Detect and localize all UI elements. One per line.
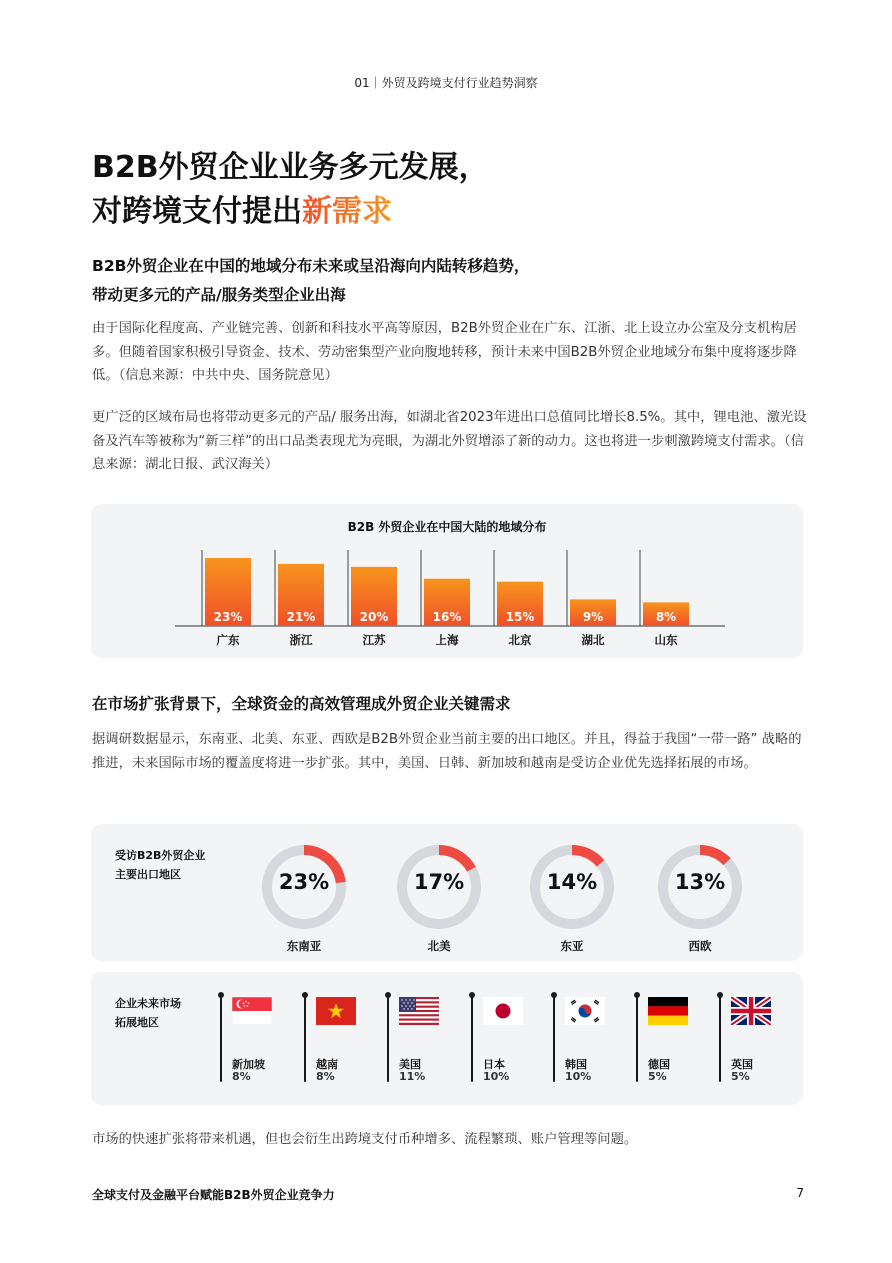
market-name: 日本: [483, 1058, 505, 1071]
category-label: 上海: [435, 633, 459, 647]
export-regions-label: [115, 846, 205, 884]
category-label: 山东: [654, 633, 678, 647]
market-percent: 8%: [232, 1070, 251, 1083]
category-label: 江苏: [362, 633, 386, 647]
donut-region-name: 东亚: [560, 939, 584, 953]
category-label: 湖北: [581, 633, 605, 647]
category-label: 浙江: [289, 633, 313, 647]
donut-item: [655, 842, 745, 954]
footer-title: 全球支付及金融平台赋能B2B外贸企业竞争力: [92, 1188, 335, 1202]
germany-flag-icon: [648, 997, 688, 1025]
category-label: 广东: [216, 633, 240, 647]
market-timeline-line: [471, 994, 473, 1082]
page-title: [92, 146, 489, 234]
market-percent: 5%: [648, 1070, 667, 1083]
bar-value-label: 9%: [582, 610, 604, 624]
future-markets-card: [91, 972, 803, 1105]
bar-value-label: 21%: [286, 610, 316, 624]
future-markets-label-line-1: 企业未来市场: [115, 997, 181, 1010]
market-percent: 5%: [731, 1070, 750, 1083]
market-timeline-dot: [218, 992, 224, 998]
market-timeline-line: [304, 994, 306, 1082]
title-line-2: [92, 190, 489, 234]
vietnam-flag-icon: [316, 997, 356, 1025]
market-timeline-dot: [302, 992, 308, 998]
market-percent: 8%: [316, 1070, 335, 1083]
market-item: [553, 994, 623, 1082]
donut-item: [394, 842, 484, 954]
market-item: [636, 994, 706, 1082]
market-percent: 11%: [399, 1070, 426, 1083]
closing-paragraph: 市场的快速扩张将带来机遇，但也会衍生出跨境支付币种增多、流程繁琐、账户管理等问题。: [92, 1132, 638, 1147]
korea-flag-icon: [565, 997, 605, 1025]
title-line-2-prefix: 对跨境支付提出: [92, 194, 302, 229]
market-percent: 10%: [483, 1070, 510, 1083]
market-name: 德国: [648, 1058, 670, 1071]
market-timeline-dot: [469, 992, 475, 998]
future-markets-label: [115, 994, 181, 1032]
donut-percent: 14%: [546, 870, 598, 894]
running-header: 01｜外贸及跨境支付行业趋势洞察: [354, 76, 538, 90]
donut-item: [259, 842, 349, 954]
section1-paragraph-2: 更广泛的区域布局也将带动更多元的产品/ 服务出海，如湖北省2023年进出口总值同比增长8.5%。其中，锂电池、激光设备及汽车等被称为“新三样”的出口品类表现尤为亮眼，为湖北外贸增添了新的动力。这也将进一步刺激跨境支付需求。（信息来源：湖北日报、武汉海关）: [92, 410, 807, 472]
section1-paragraph-1: 由于国际化程度高、产业链完善、创新和科技水平高等原因，B2B外贸企业在广东、江浙、北上设立办公室及分支机构居多。但随着国家积极引导资金、技术、劳动密集型产业向腹地转移，预计未来中国B2B外贸企业地域分布集中度将逐步降低。（信息来源：中共中央、国务院意见）: [92, 321, 797, 383]
bar-chart: [91, 504, 803, 658]
title-line-1: B2B外贸企业业务多元发展，: [92, 150, 489, 185]
market-timeline-line: [553, 994, 555, 1082]
section2-heading: 在市场扩张背景下，全球资金的高效管理成外贸企业关键需求: [92, 695, 511, 713]
singapore-flag-icon: [232, 997, 272, 1025]
donut-percent: 23%: [278, 870, 330, 894]
market-item: [304, 994, 374, 1082]
market-timeline-dot: [717, 992, 723, 998]
bar-chart-card: [91, 504, 803, 658]
donut-region-name: 西欧: [688, 939, 712, 953]
market-name: 英国: [731, 1058, 753, 1071]
export-regions-card: [91, 824, 803, 961]
japan-flag-icon: [483, 997, 523, 1025]
title-accent: 新需求: [302, 194, 392, 229]
market-name: 新加坡: [232, 1058, 265, 1071]
donut-item: [527, 842, 617, 954]
market-item: [471, 994, 541, 1082]
market-name: 韩国: [565, 1058, 587, 1071]
chart-title: B2B 外贸企业在中国大陆的地域分布: [347, 520, 547, 534]
bar-value-label: 16%: [432, 610, 462, 624]
bar-value-label: 15%: [505, 610, 535, 624]
market-timeline-line: [220, 994, 222, 1082]
future-markets-label-line-2: 拓展地区: [115, 1016, 159, 1029]
market-item: [719, 994, 789, 1082]
bar-value-label: 20%: [359, 610, 389, 624]
donut-region-name: 东南亚: [286, 939, 322, 953]
market-timeline-line: [719, 994, 721, 1082]
section1-heading-line-1: B2B外贸企业在中国的地域分布未来或呈沿海向内陆转移趋势，: [92, 257, 530, 275]
donut-percent: 13%: [674, 870, 726, 894]
market-name: 越南: [316, 1058, 338, 1071]
section2-paragraph: 据调研数据显示，东南亚、北美、东亚、西欧是B2B外贸企业当前主要的出口地区。并且，得益于我国“一带一路” 战略的推进，未来国际市场的覆盖度将进一步扩张。其中，美国、日韩、新加坡和越南是受访企业优先选择拓展的市场。: [92, 732, 802, 771]
export-regions-label-line-1: 受访B2B外贸企业: [115, 849, 206, 862]
uk-flag-icon: [731, 997, 771, 1025]
bar-value-label: 8%: [655, 610, 677, 624]
market-name: 美国: [399, 1058, 421, 1071]
market-timeline-dot: [634, 992, 640, 998]
section1-heading: [92, 252, 529, 310]
usa-flag-icon: [399, 997, 439, 1025]
category-label: 北京: [508, 633, 532, 647]
market-item: [387, 994, 457, 1082]
market-timeline-line: [387, 994, 389, 1082]
market-timeline-dot: [551, 992, 557, 998]
page-number: 7: [796, 1186, 804, 1200]
market-timeline-line: [636, 994, 638, 1082]
export-regions-label-line-2: 主要出口地区: [115, 868, 181, 881]
section1-heading-line-2: 带动更多元的产品/服务类型企业出海: [92, 286, 346, 304]
market-timeline-dot: [385, 992, 391, 998]
market-item: [220, 994, 290, 1082]
donut-region-name: 北美: [427, 939, 451, 953]
market-percent: 10%: [565, 1070, 592, 1083]
bar-value-label: 23%: [213, 610, 243, 624]
donut-percent: 17%: [413, 870, 465, 894]
